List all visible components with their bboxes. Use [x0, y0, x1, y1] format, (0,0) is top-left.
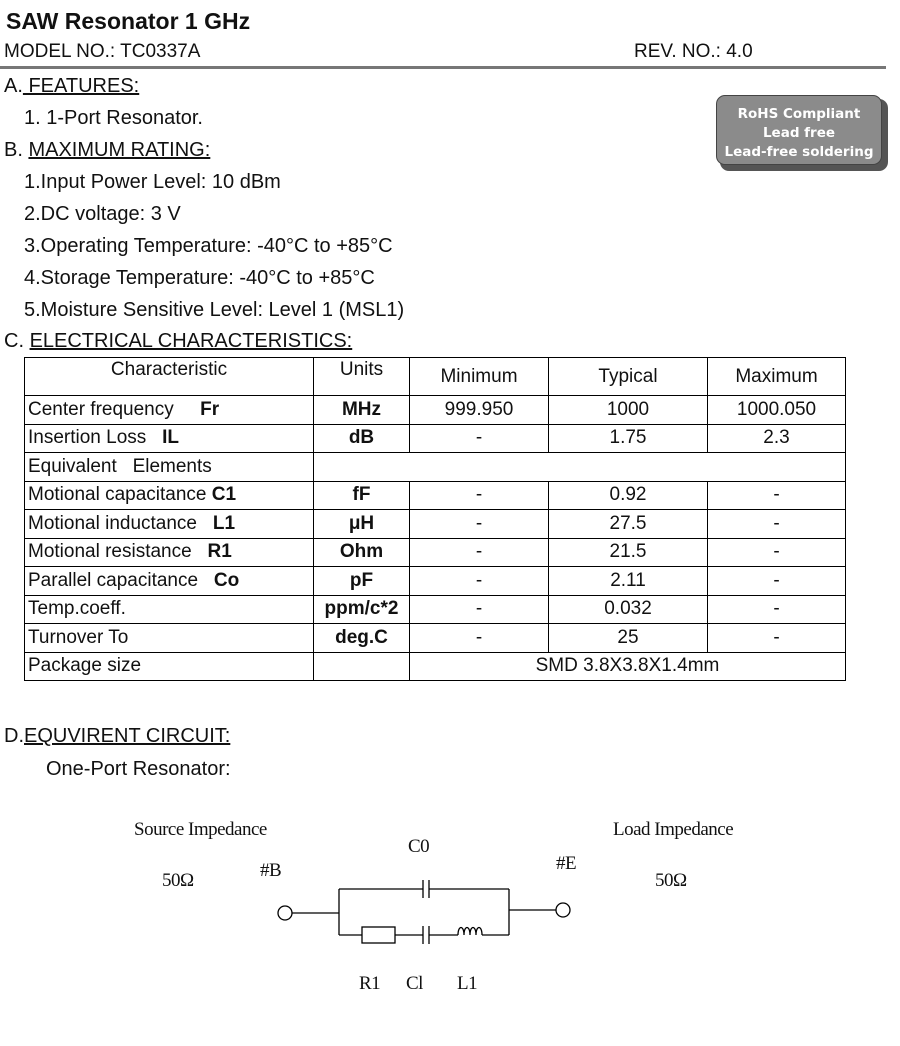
characteristic-symbol: R1	[207, 541, 232, 563]
section-prefix: A.	[4, 75, 23, 97]
max-cell: -	[708, 481, 846, 510]
section-title: EQUVIRENT CIRCUIT:	[24, 725, 231, 747]
typ-cell: 0.92	[549, 481, 708, 510]
table-row	[25, 652, 846, 681]
table-row	[25, 510, 846, 539]
min-cell: -	[410, 424, 549, 453]
characteristic-cell	[25, 538, 314, 567]
max-cell: 2.3	[708, 424, 846, 453]
unit-cell: ppm/c*2	[314, 595, 410, 624]
max-cell: -	[708, 510, 846, 539]
column-header: Maximum	[708, 358, 846, 396]
unit-cell: fF	[314, 481, 410, 510]
typ-cell: 25	[549, 624, 708, 653]
max-cell: -	[708, 624, 846, 653]
rohs-badge-line: Lead-free soldering	[724, 144, 874, 160]
model-number: MODEL NO.: TC0337A	[4, 41, 201, 62]
characteristic-cell	[25, 424, 314, 453]
characteristic-name: Motional resistance	[28, 541, 192, 563]
capacitor-c1-symbol	[423, 926, 429, 944]
characteristic-symbol: Fr	[200, 398, 220, 420]
characteristic-cell: Temp.coeff.	[25, 595, 314, 624]
min-cell: 999.950	[410, 396, 549, 425]
characteristic-symbol: IL	[162, 427, 180, 449]
load-impedance-label: Load Impedance	[613, 819, 734, 840]
rating-item: 2.DC voltage: 3 V	[24, 203, 181, 225]
column-header: Minimum	[410, 358, 549, 396]
document-title: SAW Resonator 1 GHz	[6, 8, 251, 34]
min-cell: -	[410, 567, 549, 596]
characteristic-name: Insertion Loss	[28, 427, 147, 449]
max-cell: 1000.050	[708, 396, 846, 425]
characteristic-cell	[25, 481, 314, 510]
min-cell: -	[410, 624, 549, 653]
column-header: Characteristic	[25, 358, 314, 396]
feature-item: 1. 1-Port Resonator.	[24, 107, 203, 129]
r1-label: R1	[359, 973, 381, 994]
section-electrical-heading	[4, 330, 352, 353]
empty-cell	[314, 652, 410, 681]
column-header: Units	[314, 358, 410, 396]
section-max-rating-heading	[4, 139, 210, 162]
rating-item: 4.Storage Temperature: -40°C to +85°C	[24, 267, 375, 289]
table-row	[25, 624, 846, 653]
circuit-wires	[292, 889, 556, 935]
c1-label: Cl	[406, 973, 423, 994]
typ-cell: 27.5	[549, 510, 708, 539]
max-cell: -	[708, 538, 846, 567]
characteristic-cell	[25, 567, 314, 596]
section-features-heading	[4, 75, 139, 98]
characteristic-name: Motional inductance	[28, 512, 197, 534]
typ-cell: 21.5	[549, 538, 708, 567]
rating-item: 5.Moisture Sensitive Level: Level 1 (MSL1)	[24, 299, 405, 321]
table-row	[25, 538, 846, 567]
max-cell: -	[708, 567, 846, 596]
capacitor-c0-symbol	[423, 880, 429, 898]
unit-cell: deg.C	[314, 624, 410, 653]
unit-cell: Ohm	[314, 538, 410, 567]
section-title: ELECTRICAL CHARACTERISTICS:	[29, 330, 353, 352]
min-cell: -	[410, 481, 549, 510]
rohs-badge-line: Lead free	[762, 125, 836, 141]
table-row	[25, 595, 846, 624]
c0-label: C0	[408, 836, 430, 857]
l1-label: L1	[457, 973, 478, 994]
characteristic-symbol: L1	[212, 512, 236, 534]
rating-item: 1.Input Power Level: 10 dBm	[24, 171, 281, 193]
resistor-r1-symbol	[362, 927, 395, 943]
typ-cell: 2.11	[549, 567, 708, 596]
characteristic-symbol: Co	[213, 569, 240, 591]
characteristic-cell: Turnover To	[25, 624, 314, 653]
rating-item: 3.Operating Temperature: -40°C to +85°C	[24, 235, 393, 257]
min-cell: -	[410, 538, 549, 567]
section-title: FEATURES:	[22, 75, 140, 97]
source-impedance-value: 50Ω	[162, 870, 194, 891]
section-circuit-heading	[4, 725, 230, 748]
characteristic-cell: Equivalent Elements	[25, 453, 314, 482]
source-impedance-label: Source Impedance	[134, 819, 267, 840]
rohs-badge-line: RoHS Compliant	[737, 106, 861, 122]
section-title: MAXIMUM RATING:	[28, 139, 211, 161]
column-header: Typical	[549, 358, 708, 396]
table-row	[25, 424, 846, 453]
min-cell: -	[410, 510, 549, 539]
node-e-label: #E	[556, 853, 577, 874]
typ-cell: 0.032	[549, 595, 708, 624]
unit-cell: MHz	[314, 396, 410, 425]
circuit-subtitle: One-Port Resonator:	[46, 758, 231, 780]
unit-cell: pF	[314, 567, 410, 596]
typ-cell: 1000	[549, 396, 708, 425]
section-prefix: B.	[4, 139, 29, 161]
table-row	[25, 453, 846, 482]
min-cell: -	[410, 595, 549, 624]
terminal-e	[556, 903, 570, 917]
inductor-l1-symbol	[458, 928, 482, 936]
characteristic-cell	[25, 510, 314, 539]
characteristic-symbol: C1	[211, 484, 237, 506]
characteristic-name: Parallel capacitance	[28, 569, 199, 591]
terminal-b	[278, 906, 292, 920]
section-prefix: D.	[4, 725, 24, 747]
equivalent-circuit-diagram	[0, 800, 900, 1000]
table-row	[25, 567, 846, 596]
unit-cell: μH	[314, 510, 410, 539]
characteristic-name: Motional capacitance	[28, 484, 207, 506]
table-row	[25, 396, 846, 425]
typ-cell: 1.75	[549, 424, 708, 453]
empty-cell	[314, 453, 846, 482]
header-divider	[0, 66, 886, 69]
rohs-badge	[716, 95, 882, 165]
characteristic-cell: Package size	[25, 652, 314, 681]
revision-number: REV. NO.: 4.0	[634, 41, 753, 62]
electrical-characteristics-table	[24, 357, 846, 681]
characteristic-name: Center frequency	[28, 398, 174, 420]
table-row	[25, 481, 846, 510]
characteristic-cell	[25, 396, 314, 425]
node-b-label: #B	[260, 860, 282, 881]
package-size-cell: SMD 3.8X3.8X1.4mm	[410, 652, 846, 681]
unit-cell: dB	[314, 424, 410, 453]
load-impedance-value: 50Ω	[655, 870, 687, 891]
max-cell: -	[708, 595, 846, 624]
section-prefix: C.	[4, 330, 30, 352]
table-header-row	[25, 358, 846, 396]
